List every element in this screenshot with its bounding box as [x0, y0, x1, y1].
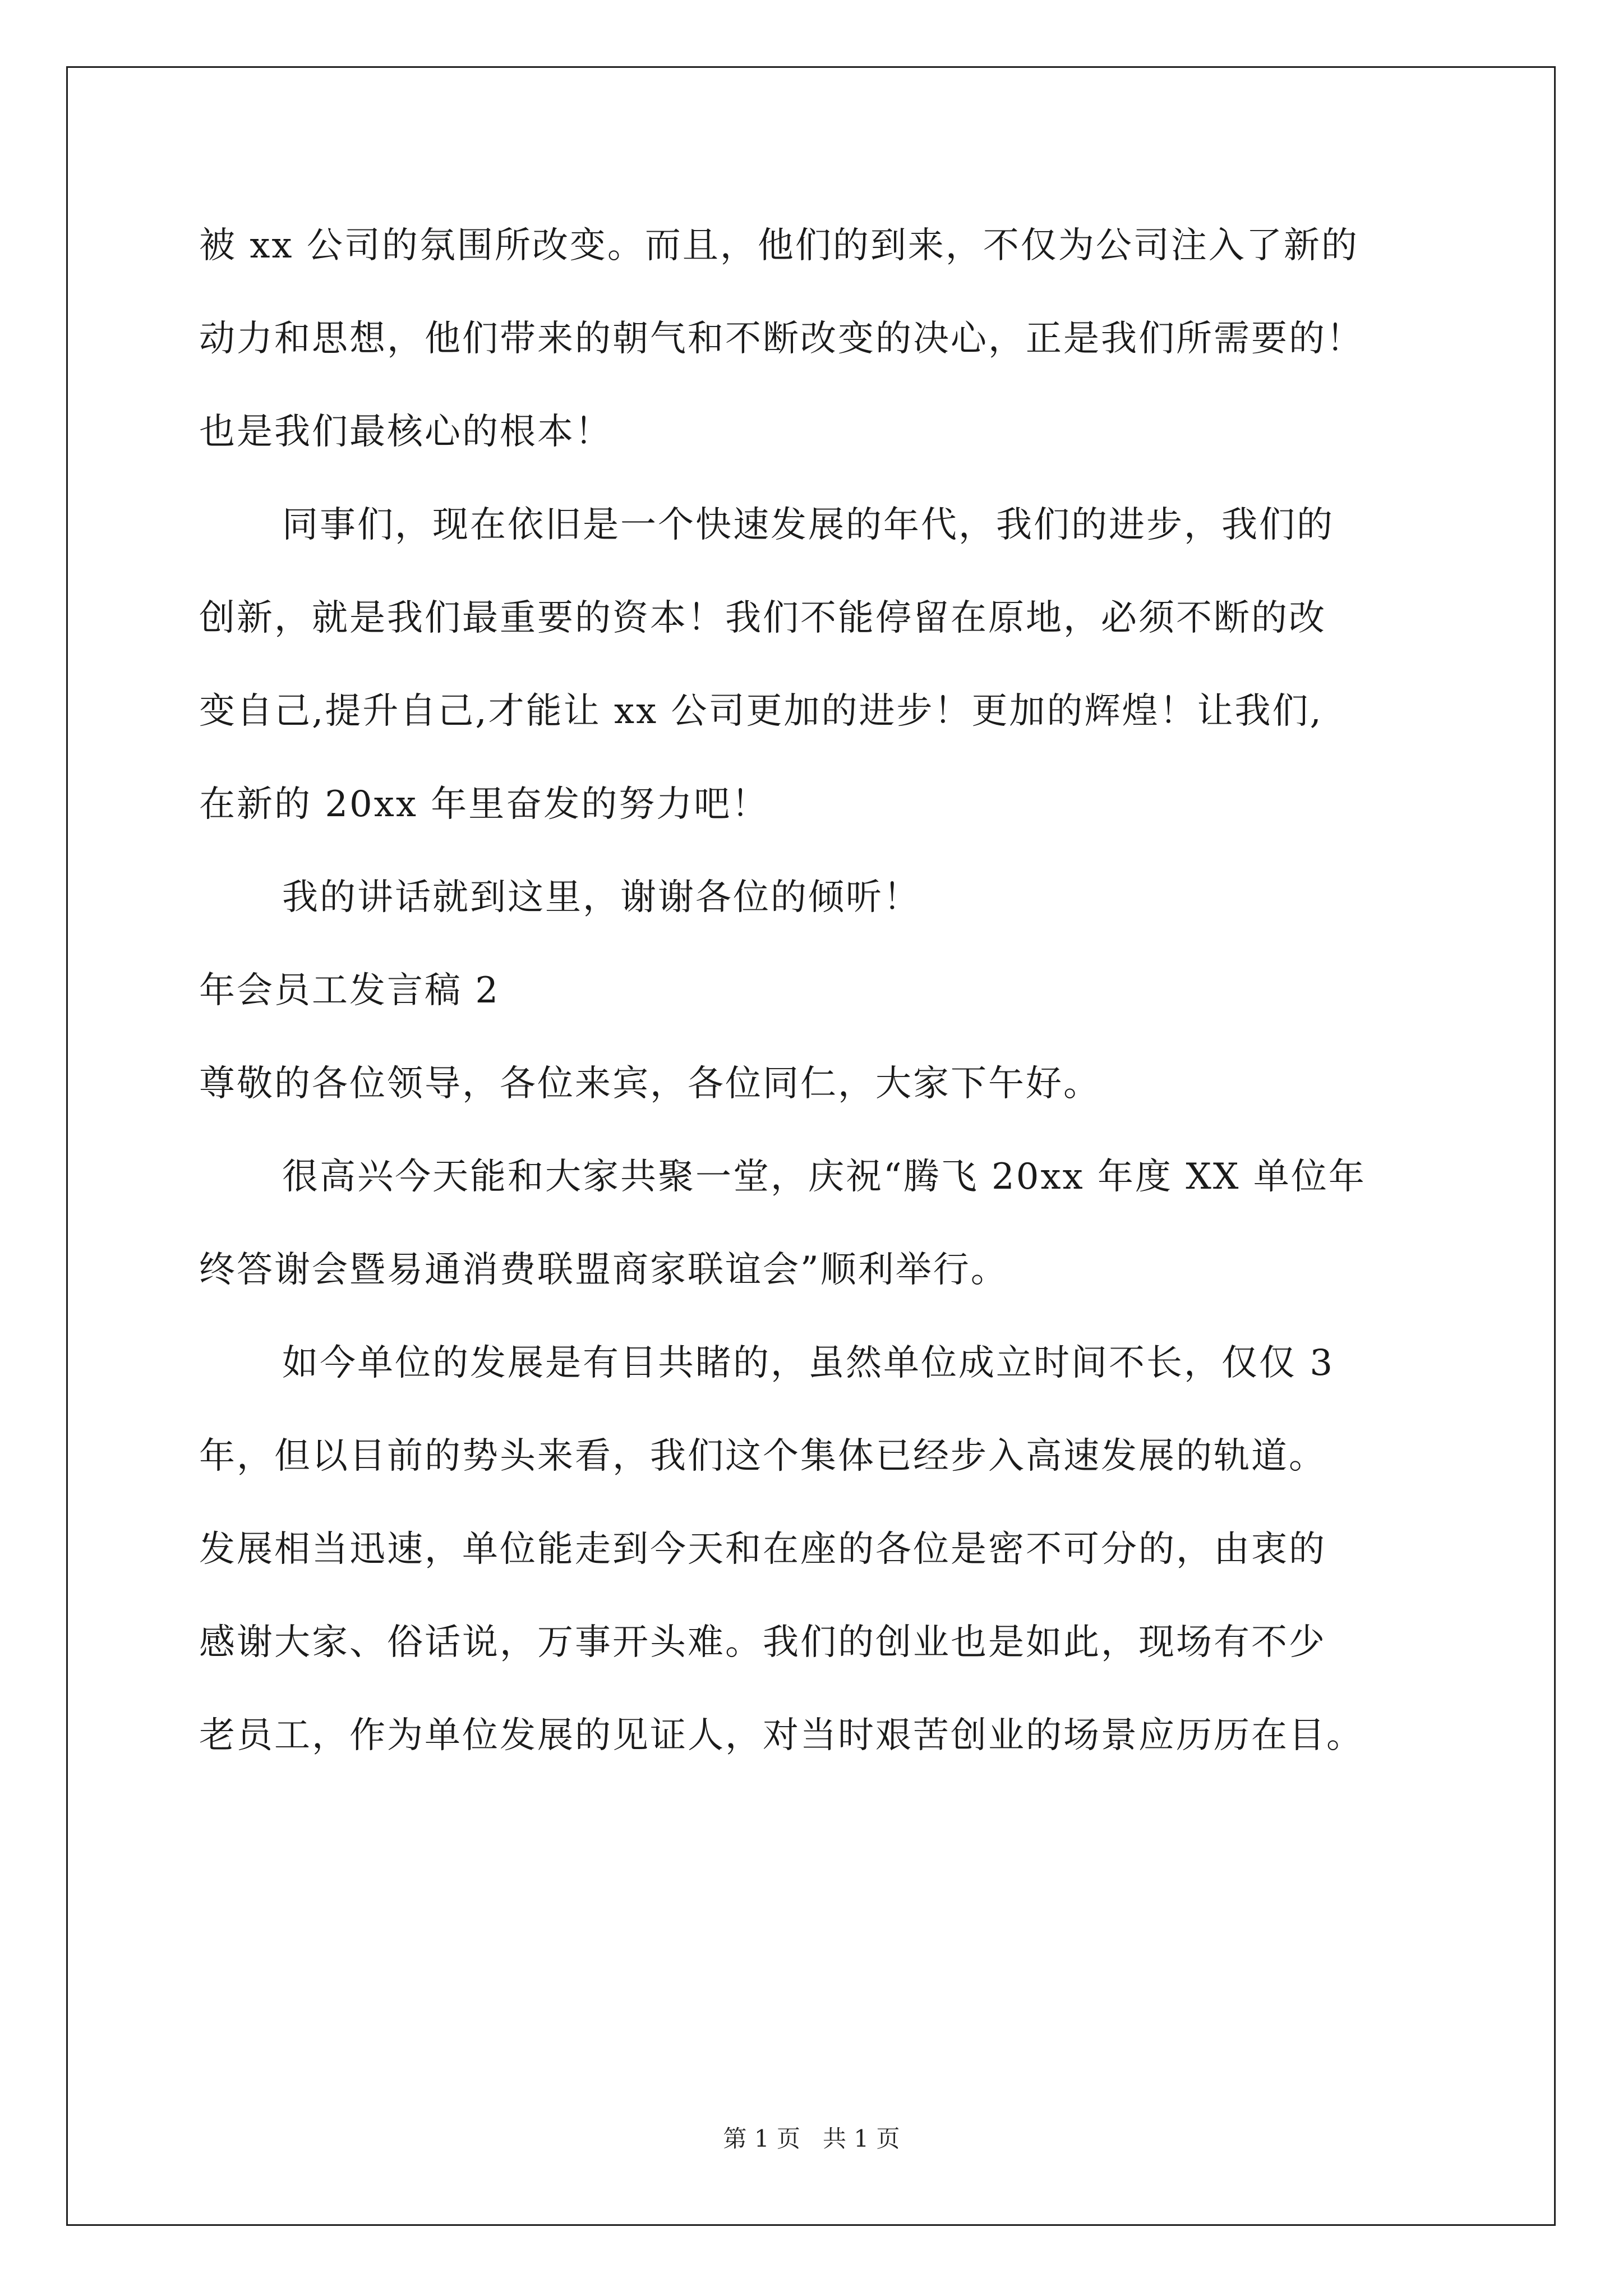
text-line: 感谢大家、俗话说，万事开头难。我们的创业也是如此，现场有不少: [199, 1622, 1326, 1663]
text-line: 动力和思想，他们带来的朝气和不断改变的决心，正是我们所需要的！: [199, 318, 1364, 360]
text-line: 终答谢会暨易通消费联盟商家联谊会”顺利举行。: [199, 1249, 1008, 1291]
paragraph-start-line: 我的讲话就到这里，谢谢各位的倾听！: [282, 877, 921, 918]
section-title: 年会员工发言稿 2: [199, 970, 500, 1011]
page-footer: 第 1 页 共 1 页: [723, 2125, 900, 2152]
paragraph-start-line: 很高兴今天能和大家共聚一堂，庆祝“腾飞 20xx 年度 XX 单位年: [282, 1156, 1366, 1198]
paragraph-start-line: 如今单位的发展是有目共睹的，虽然单位成立时间不长，仅仅 3: [282, 1342, 1335, 1384]
text-line: 变自己,提升自己,才能让 xx 公司更加的进步！更加的辉煌！让我们,: [199, 691, 1323, 732]
text-line: 在新的 20xx 年里奋发的努力吧！: [199, 784, 769, 825]
text-line: 被 xx 公司的氛围所改变。而且，他们的到来，不仅为公司注入了新的: [199, 225, 1359, 266]
salutation-line: 尊敬的各位领导，各位来宾，各位同仁，大家下午好。: [199, 1063, 1101, 1105]
paragraph-start-line: 同事们，现在依旧是一个快速发展的年代，我们的进步，我们的: [282, 504, 1334, 546]
text-line: 老员工，作为单位发展的见证人，对当时艰苦创业的场景应历历在目。: [199, 1715, 1364, 1756]
text-line: 年，但以目前的势头来看，我们这个集体已经步入高速发展的轨道。: [199, 1435, 1326, 1477]
text-line: 也是我们最核心的根本！: [199, 411, 612, 453]
text-line: 发展相当迅速，单位能走到今天和在座的各位是密不可分的，由衷的: [199, 1529, 1326, 1570]
text-line: 创新，就是我们最重要的资本！我们不能停留在原地，必须不断的改: [199, 597, 1326, 639]
document-body: [199, 199, 1444, 1782]
